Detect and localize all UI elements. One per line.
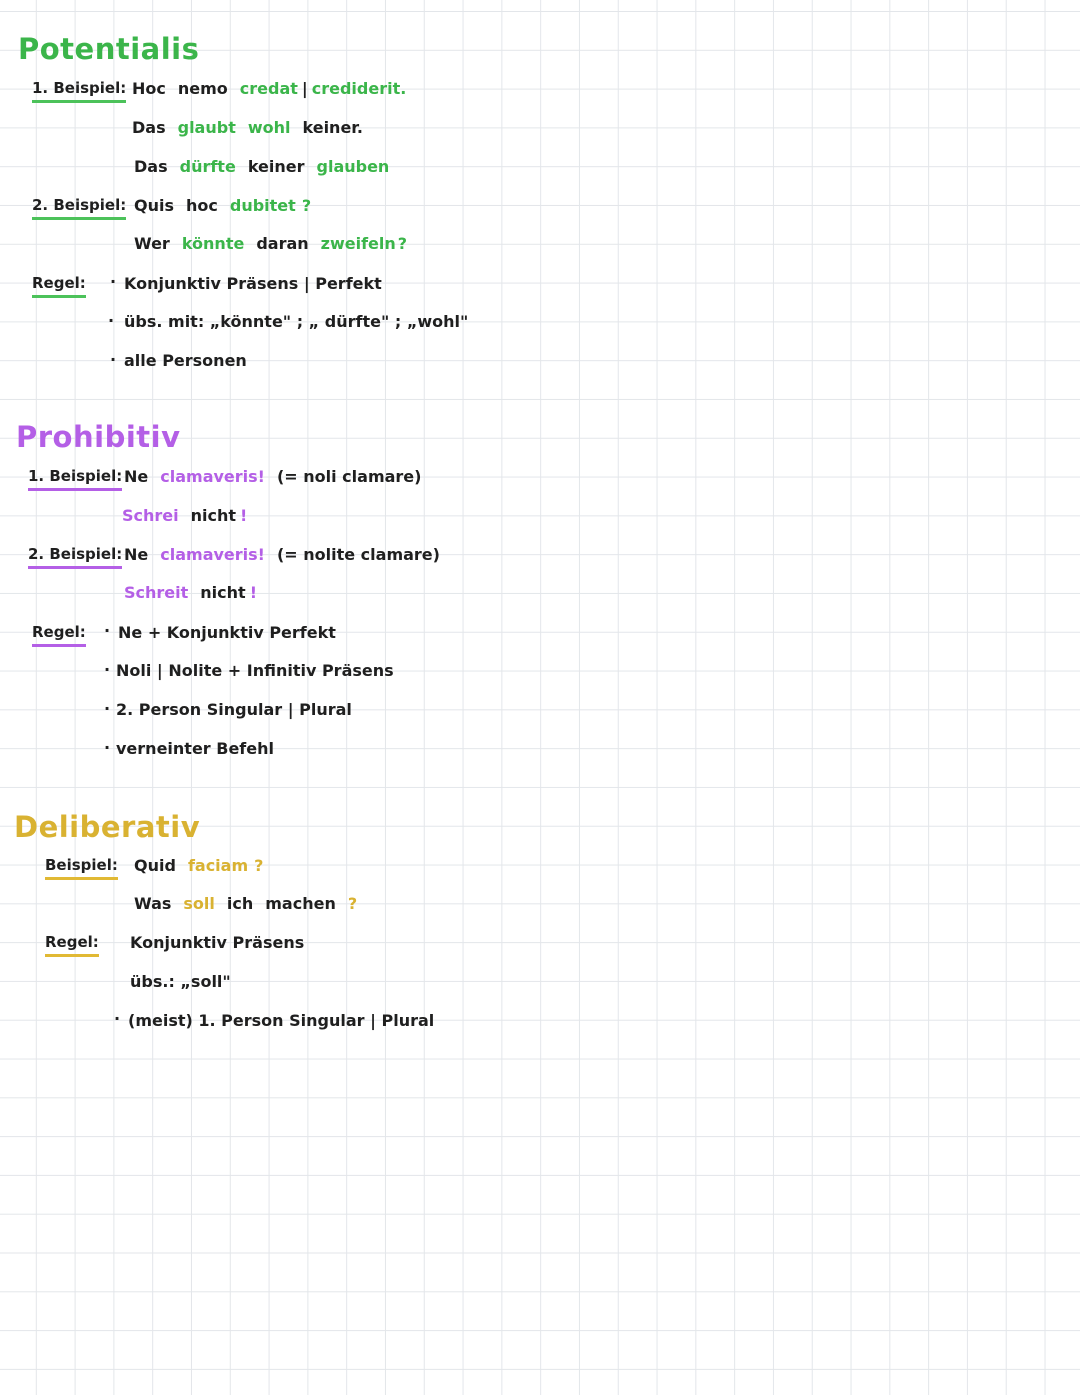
rule-line: Konjunktiv Präsens | Perfekt bbox=[124, 274, 382, 293]
example-line: Hoc nemo credat | crediderit. bbox=[132, 79, 407, 98]
bullet: · bbox=[104, 738, 111, 757]
bullet: · bbox=[110, 350, 117, 369]
bullet: · bbox=[110, 272, 117, 291]
rule-line: Ne + Konjunktiv Perfekt bbox=[118, 623, 336, 642]
section-title-potentialis: Potentialis bbox=[18, 32, 200, 66]
rule-line: alle Personen bbox=[124, 351, 247, 370]
translation-line: Das glaubt wohl keiner. bbox=[132, 118, 363, 137]
section-title-deliberativ: Deliberativ bbox=[14, 810, 201, 844]
bullet: · bbox=[104, 699, 111, 718]
rule-label: Regel: bbox=[32, 273, 86, 298]
translation-line: Das dürfte keiner glauben bbox=[134, 157, 390, 176]
example-label: 2. Beispiel: bbox=[28, 544, 122, 569]
example-line: Ne clamaveris! (= nolite clamare) bbox=[124, 545, 440, 564]
example-label: 2. Beispiel: bbox=[32, 195, 126, 220]
rule-line: verneinter Befehl bbox=[116, 739, 274, 758]
rule-line: (meist) 1. Person Singular | Plural bbox=[128, 1011, 435, 1030]
bullet: · bbox=[114, 1009, 121, 1028]
bullet: · bbox=[104, 660, 111, 679]
example-line: Quid faciam ? bbox=[134, 856, 264, 875]
translation-line: Wer könnte daran zweifeln ? bbox=[134, 234, 408, 253]
bullet: · bbox=[104, 621, 111, 640]
rule-line: übs. mit: „könnte" ; „ dürfte" ; „wohl" bbox=[124, 312, 469, 331]
translation-line: Schreit nicht ! bbox=[124, 583, 257, 602]
rule-line: Noli | Nolite + Infinitiv Präsens bbox=[116, 661, 394, 680]
example-label: Beispiel: bbox=[45, 855, 118, 880]
example-line: Ne clamaveris! (= noli clamare) bbox=[124, 467, 422, 486]
example-label: 1. Beispiel: bbox=[28, 466, 122, 491]
rule-line: Konjunktiv Präsens bbox=[130, 933, 305, 952]
rule-line: 2. Person Singular | Plural bbox=[116, 700, 352, 719]
rule-line: übs.: „soll" bbox=[130, 972, 231, 991]
section-title-prohibitiv: Prohibitiv bbox=[16, 420, 181, 454]
rule-label: Regel: bbox=[32, 622, 86, 647]
translation-line: Schrei nicht ! bbox=[122, 506, 248, 525]
example-label: 1. Beispiel: bbox=[32, 78, 126, 103]
translation-line: Was soll ich machen ? bbox=[134, 894, 358, 913]
rule-label: Regel: bbox=[45, 932, 99, 957]
example-line: Quis hoc dubitet ? bbox=[134, 196, 312, 215]
bullet: · bbox=[108, 311, 115, 330]
